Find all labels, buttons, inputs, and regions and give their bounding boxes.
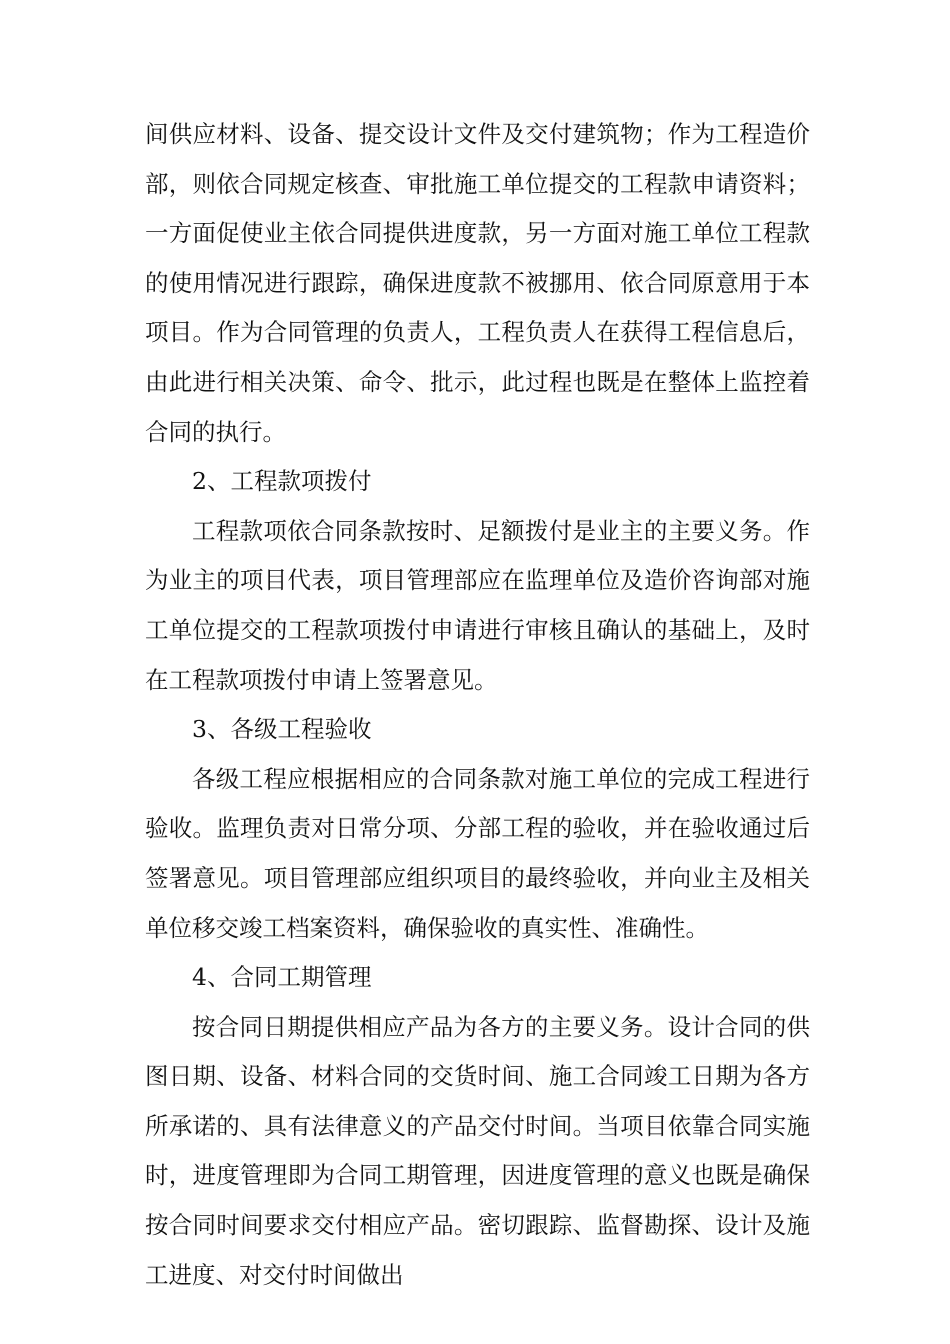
section-heading-payment: 2、工程款项拨付	[192, 467, 372, 496]
paragraph-schedule: 按合同日期提供相应产品为各方的主要义务。设计合同的供图日期、设备、材料合同的交货时间、施工合同竣工日期为各方所承诺的、具有法律意义的产品交付时间。当项目依靠合同实施时，进度管理即为合同工期管理，因进度管理的意义也既是确保按合同时间要求交付相应产品。密切跟踪、监督勘探、设计及施工进度、对交付时间做出	[145, 1012, 810, 1289]
section-heading-schedule: 4、合同工期管理	[192, 963, 372, 992]
section-heading-acceptance: 3、各级工程验收	[192, 715, 372, 744]
paragraph-contract-oversight: 间供应材料、设备、提交设计文件及交付建筑物；作为工程造价部，则依合同规定核查、审批施工单位提交的工程款申请资料；一方面促使业主依合同提供进度款，另一方面对施工单位工程款的使用情况进行跟踪，确保进度款不被挪用、依合同原意用于本项目。作为合同管理的负责人，工程负责人在获得工程信息后，由此进行相关决策、命令、批示，此过程也既是在整体上监控着合同的执行。	[145, 120, 810, 446]
paragraph-payment: 工程款项依合同条款按时、足额拨付是业主的主要义务。作为业主的项目代表，项目管理部应在监理单位及造价咨询部对施工单位提交的工程款项拨付申请进行审核且确认的基础上，及时在工程款项拨付申请上签署意见。	[145, 516, 810, 694]
paragraph-acceptance: 各级工程应根据相应的合同条款对施工单位的完成工程进行验收。监理负责对日常分项、分部工程的验收，并在验收通过后签署意见。项目管理部应组织项目的最终验收，并向业主及相关单位移交竣工档案资料，确保验收的真实性、准确性。	[145, 764, 810, 942]
document-body	[145, 110, 810, 1300]
